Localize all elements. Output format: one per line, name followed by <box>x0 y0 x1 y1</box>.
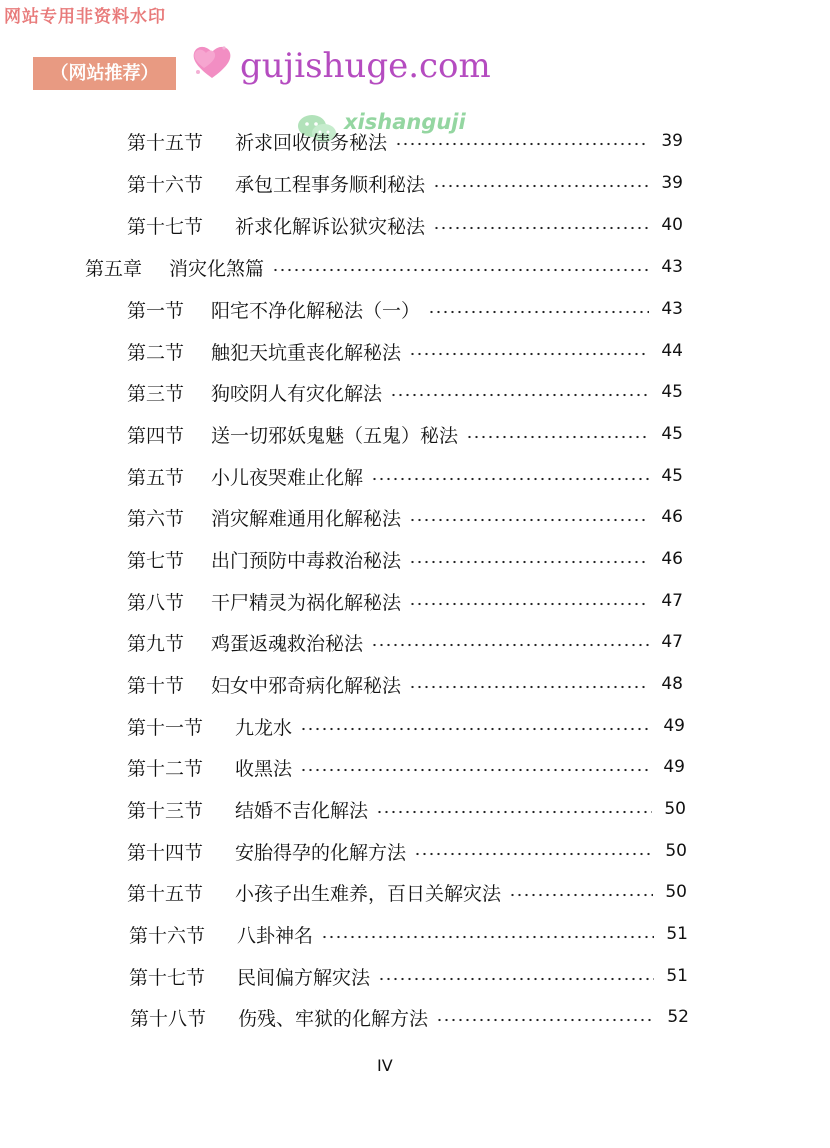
toc-page-number: 50 <box>665 841 687 861</box>
toc-title: 鸡蛋返魂救治秘法 <box>211 632 364 655</box>
toc-section-number: 第四节 <box>127 424 185 447</box>
toc-page-number: 45 <box>661 466 683 486</box>
toc-title: 妇女中邪奇病化解秘法 <box>211 674 402 697</box>
toc-title: 安胎得孕的化解方法 <box>235 841 407 864</box>
dot-leader <box>466 435 649 439</box>
dot-leader <box>321 935 654 939</box>
toc-section-number: 第十六节 <box>127 173 204 196</box>
toc-title: 九龙水 <box>235 716 293 739</box>
page-number-roman: IV <box>377 1056 393 1075</box>
toc-row <box>127 584 683 618</box>
toc-row <box>129 959 688 993</box>
toc-row <box>127 459 683 493</box>
toc-page-number: 43 <box>661 299 683 319</box>
dot-leader <box>378 977 654 981</box>
toc-row <box>127 124 683 158</box>
dot-leader <box>433 184 649 188</box>
dot-leader <box>436 1018 655 1022</box>
toc-page-number: 46 <box>661 507 683 527</box>
toc-row <box>127 208 683 242</box>
toc-title: 小孩子出生难养，百日关解灾法 <box>235 882 502 905</box>
toc-section-number: 第七节 <box>127 549 185 572</box>
toc-page-number: 50 <box>665 882 687 902</box>
toc-page-number: 51 <box>666 966 688 986</box>
dot-leader <box>409 685 649 689</box>
toc-title: 小儿夜哭难止化解 <box>211 466 364 489</box>
toc-row <box>129 917 688 951</box>
toc-page-number: 52 <box>667 1007 689 1027</box>
toc-page-number: 50 <box>664 799 686 819</box>
toc-section-number: 第十四节 <box>127 841 204 864</box>
toc-section-number: 第一节 <box>127 299 185 322</box>
toc-row <box>127 875 687 909</box>
toc-section-number: 第十一节 <box>127 716 204 739</box>
toc-title: 出门预防中毒救治秘法 <box>211 549 402 572</box>
toc-page-number: 39 <box>661 173 683 193</box>
watermark-badge: （网站推荐） <box>33 57 176 90</box>
toc-row <box>127 667 683 701</box>
toc-page-number: 44 <box>661 341 683 361</box>
toc-title: 伤残、牢狱的化解方法 <box>238 1007 429 1030</box>
toc-section-number: 第六节 <box>127 507 185 530</box>
toc-row <box>127 334 683 368</box>
toc-section-number: 第九节 <box>127 632 185 655</box>
dot-leader <box>390 393 649 397</box>
toc-title: 送一切邪妖鬼魅（五鬼）秘法 <box>211 424 459 447</box>
toc-title: 消灾解难通用化解秘法 <box>211 507 402 530</box>
toc-row <box>127 417 683 451</box>
toc-row <box>127 625 683 659</box>
toc-page-number: 43 <box>661 257 683 277</box>
toc-section-number: 第十三节 <box>127 799 204 822</box>
toc-title: 承包工程事务顺利秘法 <box>235 173 426 196</box>
toc-chapter-row <box>85 250 683 284</box>
toc-row <box>127 709 685 743</box>
toc-section-number: 第二节 <box>127 341 185 364</box>
dot-leader <box>300 768 651 772</box>
toc-row <box>127 166 683 200</box>
toc-section-number: 第十二节 <box>127 757 204 780</box>
toc-row <box>127 834 687 868</box>
toc-page-number: 46 <box>661 549 683 569</box>
toc-row <box>127 542 683 576</box>
toc-title: 民间偏方解灾法 <box>237 966 371 989</box>
toc-title: 干尸精灵为祸化解秘法 <box>211 591 402 614</box>
dot-leader <box>428 310 649 314</box>
heart-icon <box>190 42 234 82</box>
toc-section-number: 第十八节 <box>130 1007 207 1030</box>
toc-row <box>127 750 685 784</box>
watermark-site-text: gujishuge.com <box>240 46 491 86</box>
toc-row <box>127 792 686 826</box>
toc-row <box>127 375 683 409</box>
toc-section-number: 第三节 <box>127 382 185 405</box>
toc-title: 狗咬阴人有灾化解法 <box>211 382 383 405</box>
dot-leader <box>414 852 653 856</box>
dot-leader <box>409 352 649 356</box>
dot-leader <box>272 268 649 272</box>
toc-row <box>127 500 683 534</box>
dot-leader <box>300 727 651 731</box>
toc-section-number: 第十七节 <box>127 215 204 238</box>
toc-chapter-number: 第五章 <box>85 257 143 280</box>
toc-title: 阳宅不净化解秘法（一） <box>211 299 421 322</box>
toc-page-number: 51 <box>666 924 688 944</box>
dot-leader <box>371 477 649 481</box>
dot-leader <box>409 560 649 564</box>
toc-page-number: 49 <box>663 716 685 736</box>
toc-page-number: 40 <box>661 215 683 235</box>
toc-section-number: 第十节 <box>127 674 185 697</box>
toc-title: 祈求化解诉讼狱灾秘法 <box>235 215 426 238</box>
toc-page-number: 39 <box>661 131 683 151</box>
toc-page-number: 49 <box>663 757 685 777</box>
toc-page-number: 47 <box>661 632 683 652</box>
dot-leader <box>509 893 653 897</box>
dot-leader <box>409 518 649 522</box>
toc-chapter-title: 消灾化煞篇 <box>169 257 265 280</box>
toc-section-number: 第十五节 <box>127 131 204 154</box>
watermark-top-text: 网站专用非资料水印 <box>4 7 166 27</box>
toc-title: 八卦神名 <box>237 924 314 947</box>
toc-row <box>127 292 683 326</box>
dot-leader <box>376 810 652 814</box>
toc-section-number: 第八节 <box>127 591 185 614</box>
toc-title: 祈求回收债务秘法 <box>235 131 388 154</box>
toc-section-number: 第十五节 <box>127 882 204 905</box>
dot-leader <box>371 643 649 647</box>
watermark-handle-text: xishanguji <box>344 110 466 134</box>
dot-leader <box>395 142 649 146</box>
toc-row <box>130 1000 689 1034</box>
toc-section-number: 第十六节 <box>129 924 206 947</box>
toc-page-number: 47 <box>661 591 683 611</box>
toc-page-number: 48 <box>661 674 683 694</box>
toc-title: 收黑法 <box>235 757 293 780</box>
toc-section-number: 第十七节 <box>129 966 206 989</box>
toc-page-number: 45 <box>661 424 683 444</box>
toc-title: 结婚不吉化解法 <box>235 799 369 822</box>
toc-title: 触犯天坑重丧化解秘法 <box>211 341 402 364</box>
dot-leader <box>409 602 649 606</box>
toc-page-number: 45 <box>661 382 683 402</box>
toc-section-number: 第五节 <box>127 466 185 489</box>
dot-leader <box>433 226 649 230</box>
